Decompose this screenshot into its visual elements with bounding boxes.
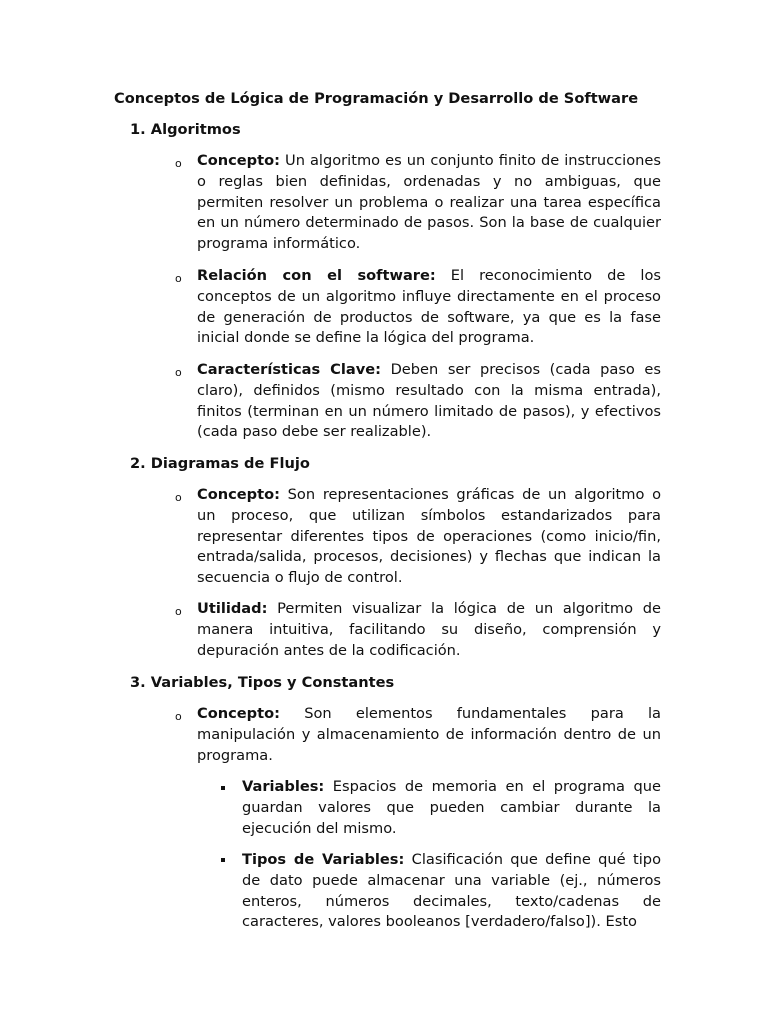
sublist-item-variables [242,777,661,839]
list-item-utilidad [197,599,661,661]
hollow-bullet-icon: o [175,366,182,379]
section-heading: 2. Diagramas de Flujo [130,455,310,472]
section-heading-algoritmos [130,120,690,141]
hollow-bullet-icon: o [175,605,182,618]
square-bullet-icon [221,786,225,790]
item-text: El reconocimiento de los conceptos de un algoritmo influye directamente en el proceso de generación de productos de software, ya que es la fase inicial donde se define la lógica del programa. [197,267,661,347]
list-item-concepto-variables [197,704,661,766]
item-label: Variables: [242,778,325,795]
list-item-relacion-software [197,266,661,349]
square-bullet-icon [221,858,225,862]
item-text: Un algoritmo es un conjunto finito de instrucciones o reglas bien definidas, ordenadas y no ambiguas, que permiten resolver un problema o realizar una tarea específica en un número determinado de pasos. Son la base de cualquier programa informático. [197,152,661,253]
hollow-bullet-icon: o [175,272,182,285]
item-text: Clasificación que define qué tipo de dato puede almacenar una variable (ej., números enteros, números decimales, texto/cadenas de caracteres, valores booleanos [verdadero/falso]). Esto [242,851,661,931]
section-heading: 3. Variables, Tipos y Constantes [130,674,395,691]
list-item-concepto-algoritmo [197,151,661,255]
item-text: Son elementos fundamentales para la manipulación y almacenamiento de información dentro de un programa. [197,705,661,764]
item-label: Concepto: [197,152,280,169]
hollow-bullet-icon: o [175,157,182,170]
list-item-concepto-diagramas [197,485,661,589]
document-title: Conceptos de Lógica de Programación y Desarrollo de Software [114,90,639,107]
section-heading: 1. Algoritmos [130,121,241,138]
section-heading-variables [130,673,690,694]
item-label: Características Clave: [197,361,381,378]
hollow-bullet-icon: o [175,710,182,723]
item-label: Concepto: [197,705,280,722]
item-label: Utilidad: [197,600,268,617]
item-label: Relación con el software: [197,267,436,284]
item-label: Tipos de Variables: [242,851,405,868]
hollow-bullet-icon: o [175,491,182,504]
section-heading-diagramas [130,454,690,475]
sublist-item-tipos-variables [242,850,661,933]
list-item-caracteristicas [197,360,661,443]
item-text: Espacios de memoria en el programa que guardan valores que pueden cambiar durante la ejecución del mismo. [242,778,661,837]
item-text: Permiten visualizar la lógica de un algoritmo de manera intuitiva, facilitando su diseño, comprensión y depuración antes de la codificación. [197,600,661,659]
item-text: Son representaciones gráficas de un algoritmo o un proceso, que utilizan símbolos estandarizados para representar diferentes tipos de operaciones (como inicio/fin, entrada/salida, procesos, decisiones) y flechas que indican la secuencia o flujo de control. [197,486,661,587]
item-text: Deben ser precisos (cada paso es claro), definidos (mismo resultado con la misma entrada), finitos (terminan en un número limitado de pasos), y efectivos (cada paso debe ser realizable). [197,361,661,441]
item-label: Concepto: [197,486,280,503]
